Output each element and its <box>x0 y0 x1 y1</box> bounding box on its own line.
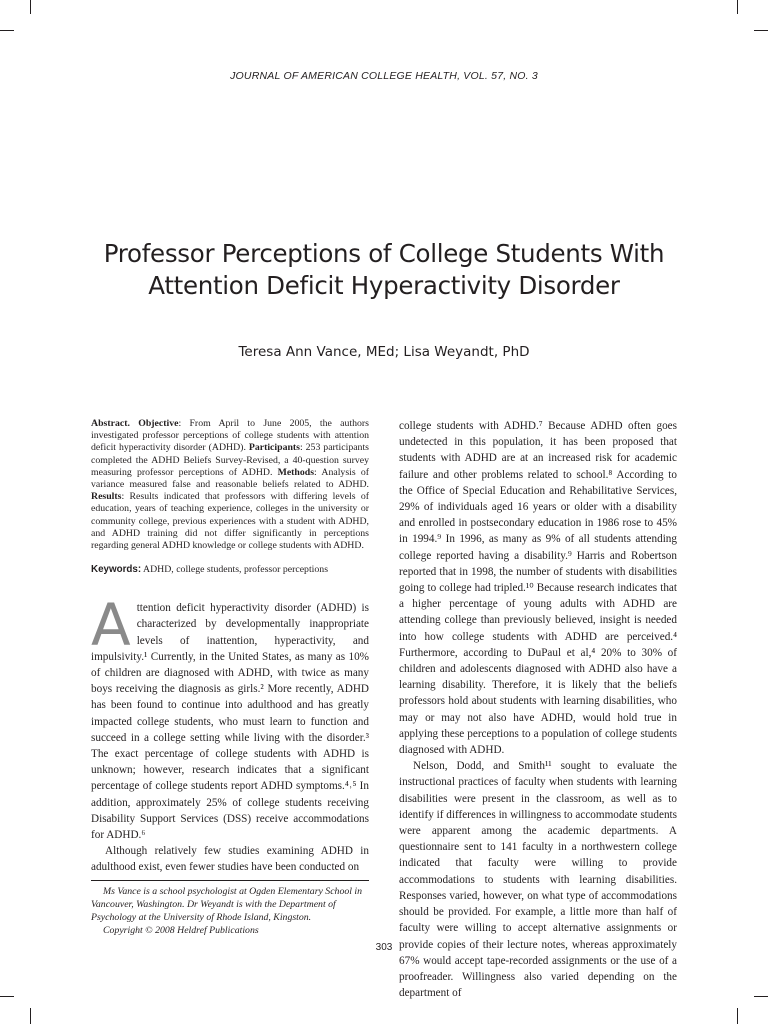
participants-label: Participants <box>248 442 300 454</box>
crop-mark-bottom-left-horizontal <box>0 996 14 997</box>
intro-paragraph-1 <box>91 591 369 843</box>
abstract <box>91 418 369 552</box>
author-2-name: Dr Weyandt <box>186 899 234 910</box>
author-1-affiliation: is a school psychologist at Ogden Elementary School in Vancouver, Washington. <box>91 886 363 910</box>
author-line: Teresa Ann Vance, MEd; Lisa Weyandt, PhD <box>238 344 530 360</box>
article-title <box>60 238 708 302</box>
author-footnote <box>91 880 369 937</box>
intro-paragraph-2: Although relatively few studies examining ADHD in adulthood exist, even fewer studies have been conducted on <box>91 845 369 874</box>
affiliation-note <box>91 885 369 924</box>
crop-mark-bottom-right-horizontal <box>754 996 768 997</box>
crop-mark-top-left-vertical <box>30 0 31 14</box>
keywords-label: Keywords: <box>91 564 142 576</box>
title-line-1: Professor Perceptions of College Students With <box>103 239 665 269</box>
participants-text: : 253 participants completed the ADHD Beliefs Survey-Revised, a 40-question survey measuring professor perceptions of ADHD. <box>91 442 369 478</box>
methods-text: : Analysis of variance measured false and reasonable beliefs related to ADHD. <box>91 466 369 491</box>
right-column <box>399 418 677 1001</box>
keywords-text: ADHD, college students, professor perceptions <box>141 564 329 576</box>
results-label: Results <box>91 491 122 503</box>
body-paragraph-nelson: Nelson, Dodd, and Smith¹¹ sought to evaluate the instructional practices of faculty when students with learning disabilities were present in the classroom, as well as to identify if differences in willingness to accommodate students were apparent among the academic departments. A questionnaire sent to 141 faculty in a northwestern college indicated that faculty were willing to provide accommodations to students with learning disabilities. Responses varied, however, on what type of accommodations should be provided. For example, a little more than half of faculty were willing to accept alternative assignments or provide copies of their lecture notes, whereas approximately 67% would accept tape-recorded assignments or the use of a proofreader. Willingness also varied depending on the department of <box>399 760 677 1000</box>
abstract-label: Abstract. <box>91 418 130 429</box>
objective-label: Objective <box>138 418 179 429</box>
intro-paragraph-1-text: ttention deficit hyperactivity disorder (ADHD) is characterized by developmentally inappropriate levels of inattention, hyperactivity, and impulsivity.¹ Currently, in the United States, as many as 10% of children are diagnosed with ADHD, with twice as many boys receiving the diagnosis as girls.² More recently, ADHD has been found to continue into adulthood and has greatly impacted college students, who must learn to function and succeed in a college setting while living with the disorder.³ The exact percentage of college students with ADHD is unknown; however, research indicates that a significant percentage of college students report ADHD symptoms.⁴˒⁵ In addition, approximately 25% of college students receiving Disability Support Services (DSS) receive accommodations for ADHD.⁶ <box>91 602 369 842</box>
crop-mark-bottom-left-vertical <box>30 1008 31 1024</box>
page-number: 303 <box>375 942 393 953</box>
left-column <box>91 418 369 876</box>
objective-text: : From April to June 2005, the authors investigated professor perceptions of college students with attention deficit hyperactivity disorder (ADHD). <box>91 418 369 454</box>
title-line-2: Attention Deficit Hyperactivity Disorder <box>148 271 620 301</box>
results-text: : Results indicated that professors with differing levels of education, years of teaching experience, colleges in the university or community college, previous experiences with a student with ADHD, and ADHD training did not differ significantly in perceptions regarding general ADHD knowledge or college students with ADHD. <box>91 491 369 552</box>
intro-body <box>91 591 369 875</box>
crop-mark-top-right-horizontal <box>754 30 768 31</box>
methods-label: Methods <box>277 466 315 478</box>
author-2-affiliation: is with the Department of Psychology at the University of Rhode Island, Kingston. <box>91 899 336 923</box>
crop-mark-top-left-horizontal <box>0 30 14 31</box>
body-paragraph-continued: college students with ADHD.⁷ Because ADHD often goes undetected in this population, it has been proposed that students with ADHD are at an increased risk for academic failure and other problems related to school.⁸ According to the Office of Special Education and Rehabilitative Services, 29% of individuals aged 16 years or older with a disability and enrolled in postsecondary education in 1986 rose to 45% in 1994.⁹ In 1996, as many as 9% of all students attending college reported having a disability.⁹ Harris and Robertson reported that in 1998, the number of students with disabilities going to college had tripled.¹⁰ Because research indicates that a higher percentage of young adults with ADHD are attending college than previously believed, insight is needed into how college students with ADHD are perceived.⁴ Furthermore, according to DuPaul et al,⁴ 20% to 30% of children and adolescents diagnosed with ADHD also have a learning disability. Therefore, it is likely that the beliefs professors hold about students with learning disabilities, who may or may not also have ADHD, would hold true in applying these perceptions to a population of college students diagnosed with ADHD. <box>399 420 677 757</box>
copyright-line: Copyright © 2008 Heldref Publications <box>103 925 259 936</box>
crop-mark-bottom-right-vertical <box>737 1008 738 1024</box>
running-head: JOURNAL OF AMERICAN COLLEGE HEALTH, VOL. 57, NO. 3 <box>230 70 538 82</box>
crop-mark-top-right-vertical <box>737 0 738 14</box>
keywords <box>91 564 369 576</box>
drop-cap: A <box>91 591 131 660</box>
author-1-name: Ms Vance <box>103 886 141 897</box>
